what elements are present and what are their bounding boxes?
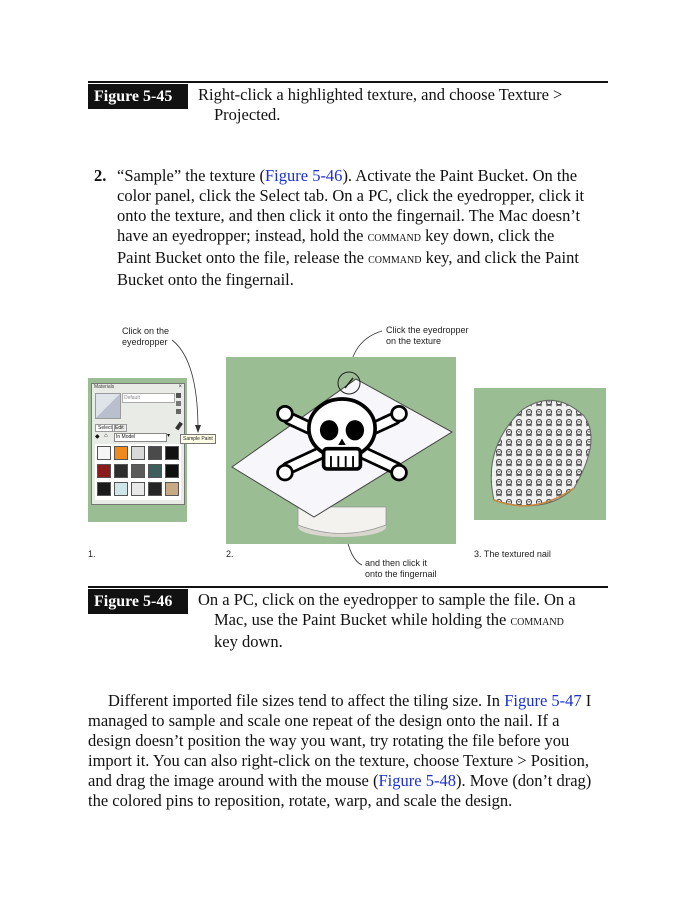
panel-3-label: 3. The textured nail	[474, 549, 551, 559]
figure-46-caption-line2: Mac, use the Paint Bucket while holding the command	[214, 610, 564, 629]
callout-top-left: Click on the eyedropper	[122, 326, 170, 347]
swatch-15[interactable]	[165, 482, 179, 496]
swatch-grid	[95, 444, 181, 500]
swatch-6[interactable]	[97, 464, 111, 478]
paragraph-line3: design doesn’t position the way you want, try rotating the file before you	[88, 731, 570, 750]
panel-1-label: 1.	[88, 549, 96, 559]
body-paragraph	[88, 691, 613, 811]
step-2-line1: “Sample” the texture (Figure 5-46). Activate the Paint Bucket. On the	[117, 166, 578, 185]
swatch-2[interactable]	[114, 446, 128, 460]
close-icon[interactable]: ×	[178, 384, 182, 390]
swatch-9[interactable]	[148, 464, 162, 478]
panel-1-scene	[88, 378, 187, 522]
figure-46-caption	[198, 590, 608, 652]
figure-46-rule	[88, 586, 608, 588]
swatch-5[interactable]	[165, 446, 179, 460]
tab-edit[interactable]: Edit	[112, 424, 127, 432]
step-2-line3: onto the texture, and then click it onto the fingernail. The Mac doesn’t	[117, 206, 581, 225]
material-name-field[interactable]: Default	[122, 393, 175, 403]
paragraph-line4: import it. You can also right-click on the texture, choose Texture > Position,	[88, 751, 589, 770]
tab-select[interactable]: Select	[95, 424, 115, 432]
paragraph-line5: and drag the image around with the mouse (Figure 5-48). Move (don’t drag)	[88, 771, 592, 790]
create-material-icon[interactable]	[176, 401, 181, 406]
swatch-8[interactable]	[131, 464, 145, 478]
step-2-line2: color panel, click the Select tab. On a PC, click the eyedropper, click it	[117, 186, 585, 205]
step-2-number: 2.	[94, 166, 107, 185]
figure-45-caption-line1: Right-click a highlighted texture, and choose Texture >	[198, 85, 563, 104]
swatch-12[interactable]	[114, 482, 128, 496]
paragraph-line2: managed to sample and scale one repeat of the design onto the nail. If a	[88, 711, 560, 730]
step-2-line6: Bucket onto the fingernail.	[117, 270, 294, 289]
figure-5-46-link[interactable]: Figure 5-46	[264, 166, 343, 185]
swatch-14[interactable]	[148, 482, 162, 496]
collection-dropdown[interactable]: In Model	[114, 433, 167, 442]
material-preview	[95, 393, 121, 419]
figure-45-caption-line2: Projected.	[214, 105, 281, 124]
swatch-13[interactable]	[131, 482, 145, 496]
swatch-11[interactable]	[97, 482, 111, 496]
panel-2-label: 2.	[226, 549, 234, 559]
figure-45-label: Figure 5-45	[88, 84, 188, 109]
materials-window	[91, 383, 185, 505]
panel-3-scene	[474, 388, 606, 520]
paragraph-line1: Different imported file sizes tend to affect the tiling size. In Figure 5-47 I	[108, 691, 592, 710]
figure-5-48-link[interactable]: Figure 5-48	[378, 771, 456, 790]
step-2-line4: have an eyedropper; instead, hold the command key down, click the	[117, 226, 555, 245]
back-icon[interactable]: ◆	[95, 434, 100, 440]
swatch-3[interactable]	[131, 446, 145, 460]
paint-icon[interactable]	[176, 393, 181, 398]
callout-bottom: and then click it onto the fingernail	[365, 558, 437, 579]
figure-5-47-link[interactable]: Figure 5-47	[504, 691, 582, 710]
chevron-down-icon[interactable]: ▾	[167, 433, 171, 439]
step-2-line5: Paint Bucket onto the file, release the command key, and click the Paint	[117, 248, 579, 267]
sample-icon[interactable]	[176, 409, 181, 414]
figure-46-caption-line1: On a PC, click on the eyedropper to sample the file. On a	[198, 590, 576, 609]
swatch-7[interactable]	[114, 464, 128, 478]
home-icon[interactable]: ⌂	[104, 433, 108, 439]
textured-nail-illustration	[474, 388, 606, 520]
paragraph-line6: the colored pins to reposition, rotate, warp, and scale the design.	[88, 791, 513, 810]
figure-46-label: Figure 5-46	[88, 589, 188, 614]
swatch-10[interactable]	[165, 464, 179, 478]
figure-46-caption-line3: key down.	[214, 632, 283, 651]
swatch-1[interactable]	[97, 446, 111, 460]
materials-title: Materials	[94, 384, 115, 390]
panel-2-scene	[226, 357, 456, 544]
eyedropper-icon[interactable]	[175, 422, 183, 431]
skull-texture-illustration	[226, 357, 456, 544]
callout-top-right: Click the eyedropper on the texture	[386, 325, 469, 346]
sample-paint-tooltip: Sample Paint	[180, 434, 216, 444]
swatch-4[interactable]	[148, 446, 162, 460]
